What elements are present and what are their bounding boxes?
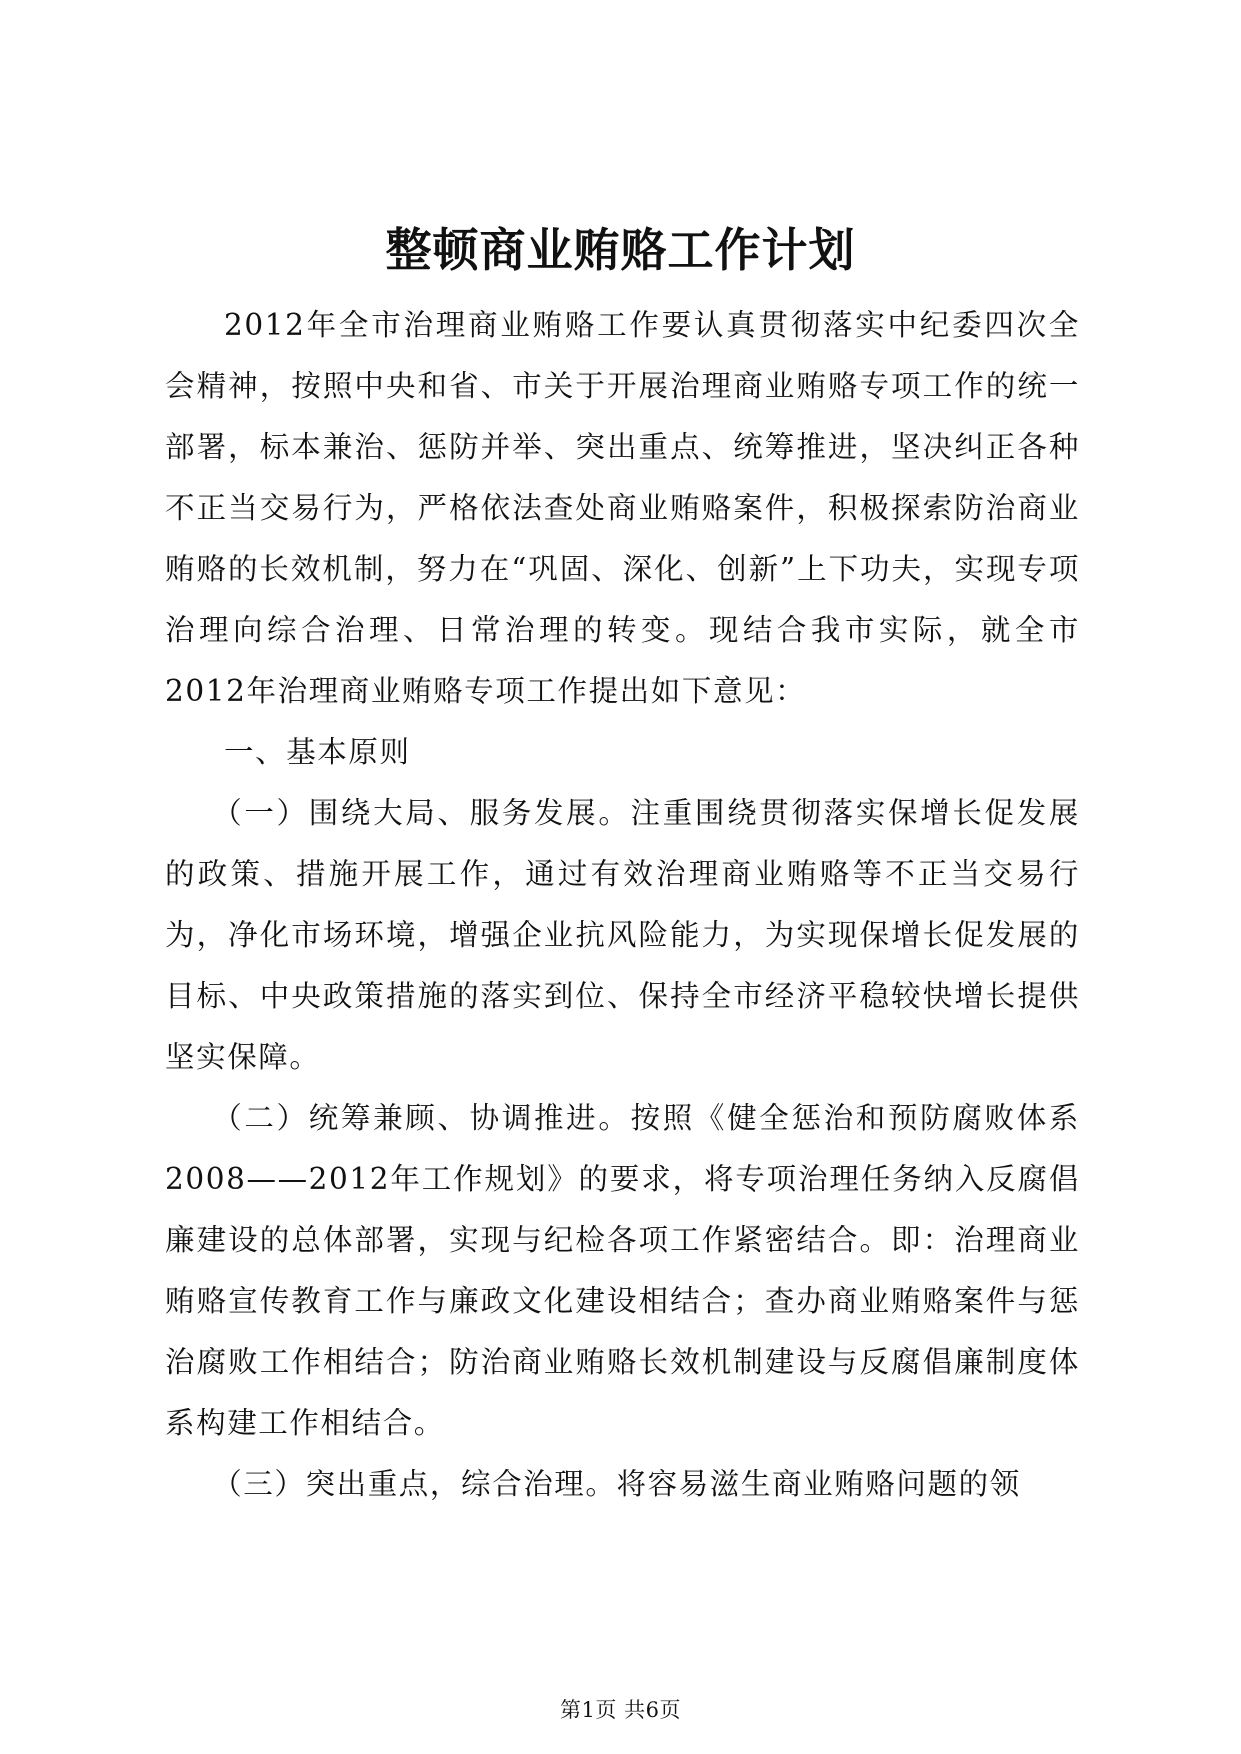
- paragraph-intro: 2012年全市治理商业贿赂工作要认真贯彻落实中纪委四次全会精神，按照中央和省、市关于开展治理商业贿赂专项工作的统一部署，标本兼治、惩防并举、突出重点、统筹推进，坚决纠正各种不正当交易行为，严格依法查处商业贿赂案件，积极探索防治商业贿赂的长效机制，努力在“巩固、深化、创新”上下功夫，实现专项治理向综合治理、日常治理的转变。现结合我市实际，就全市2012年治理商业贿赂专项工作提出如下意见：: [165, 308, 1080, 708]
- document-body: [165, 295, 1080, 1515]
- page-number-footer: 第1页 共6页: [560, 1698, 681, 1722]
- paragraph-principle-3: （三）突出重点，综合治理。将容易滋生商业贿赂问题的领: [212, 1467, 1021, 1501]
- paragraph-principle-2: （二）统筹兼顾、协调推进。按照《健全惩治和预防腐败体系2008——2012年工作规划》的要求，将专项治理任务纳入反腐倡廉建设的总体部署，实现与纪检各项工作紧密结合。即：治理商业贿赂宣传教育工作与廉政文化建设相结合；查办商业贿赂案件与惩治腐败工作相结合；防治商业贿赂长效机制建设与反腐倡廉制度体系构建工作相结合。: [165, 1101, 1080, 1440]
- section-heading-basic-principles: 一、基本原则: [224, 735, 411, 769]
- paragraph-principle-1: （一）围绕大局、服务发展。注重围绕贯彻落实保增长促发展的政策、措施开展工作，通过有效治理商业贿赂等不正当交易行为，净化市场环境，增强企业抗风险能力，为实现保增长促发展的目标、中央政策措施的落实到位、保持全市经济平稳较快增长提供坚实保障。: [165, 796, 1080, 1074]
- document-title: 整顿商业贿赂工作计划: [385, 223, 856, 277]
